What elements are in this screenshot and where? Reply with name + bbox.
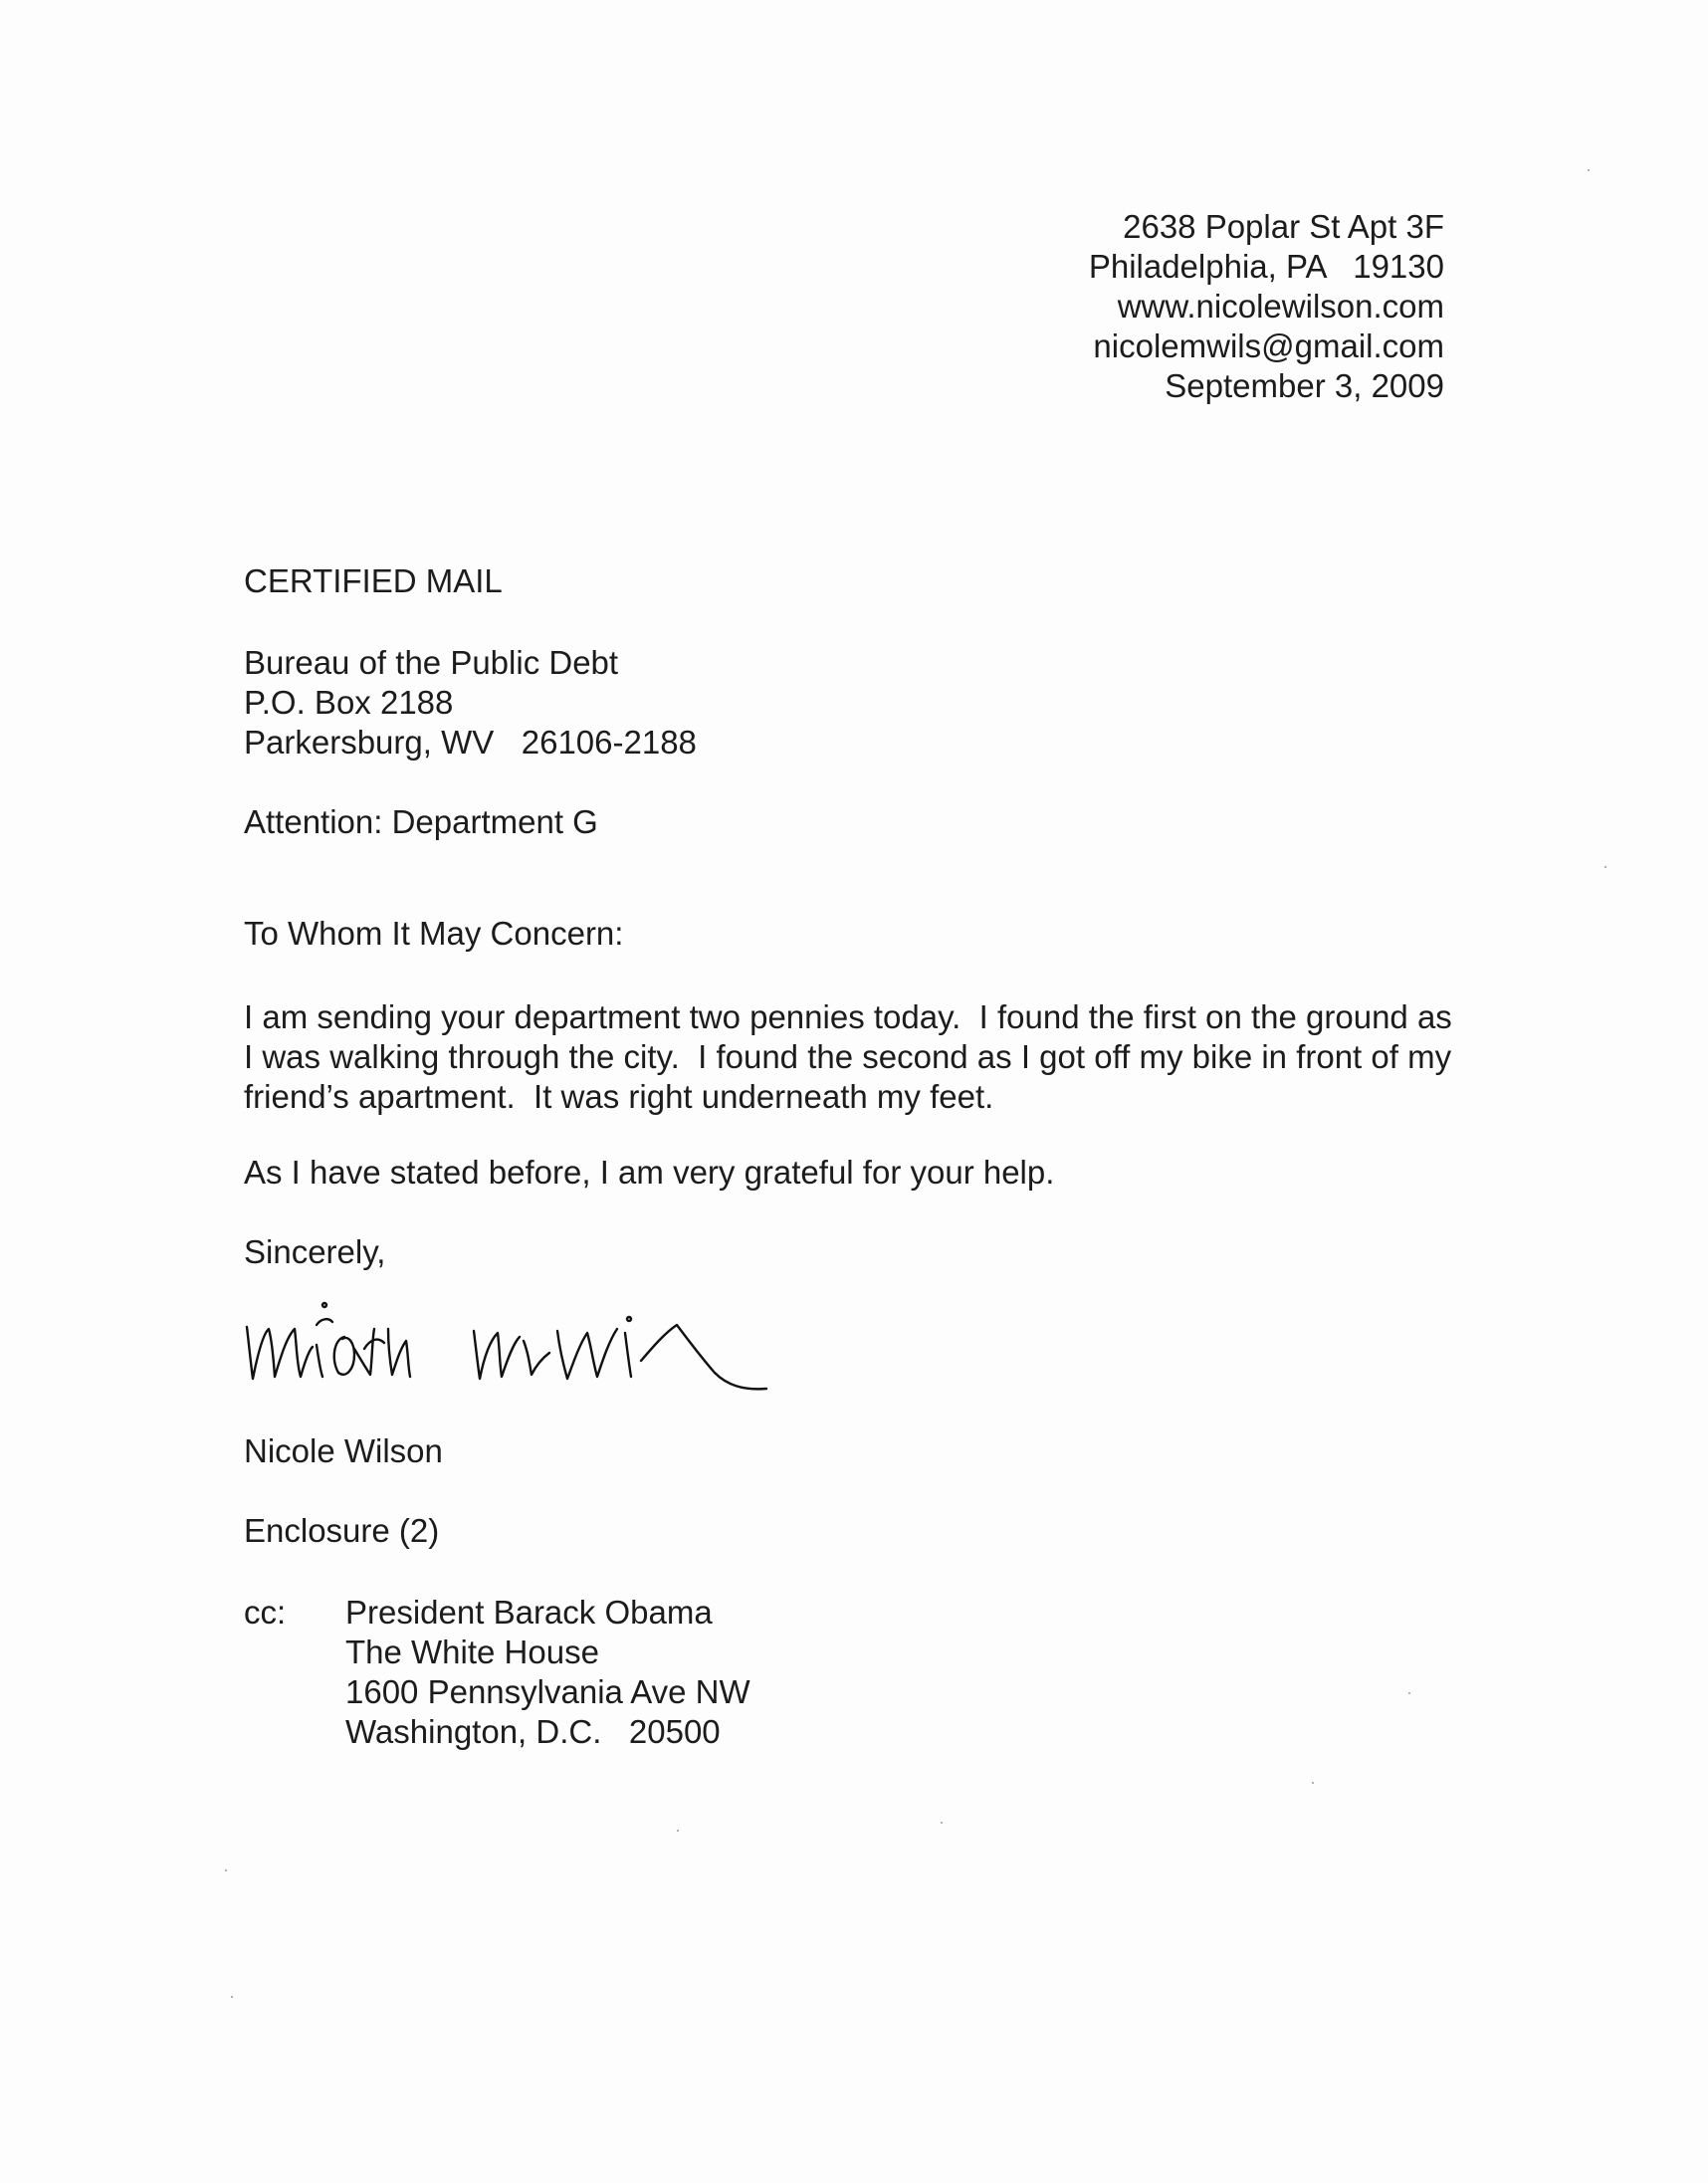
scan-speck [1312,1782,1314,1784]
letter-date: September 3, 2009 [1165,367,1444,404]
signer-name: Nicole Wilson [244,1432,443,1469]
sender-website: www.nicolewilson.com [1117,288,1444,325]
scan-speck [1408,1692,1410,1694]
sender-city-line: Philadelphia, PA 19130 [1088,248,1444,285]
recipient-po-box: P.O. Box 2188 [244,684,454,721]
delivery-method: CERTIFIED MAIL [244,562,503,599]
scan-speck [941,1822,943,1824]
closing: Sincerely, [244,1233,386,1270]
body-paragraph-2: As I have stated before, I am very grateful for your help. [244,1154,1055,1191]
recipient-name: Bureau of the Public Debt [244,644,619,681]
recipient-address-block [244,643,697,763]
scan-speck [231,1996,233,1998]
cc-name: President Barack Obama [345,1594,713,1631]
sender-street: 2638 Poplar St Apt 3F [1123,208,1444,245]
scan-speck [1604,866,1606,868]
scan-speck [1588,169,1590,171]
attention-line: Attention: Department G [244,803,598,840]
sender-email: nicolemwils@gmail.com [1093,327,1444,364]
sender-address-block [1089,207,1444,406]
cc-address-block [345,1593,750,1752]
scan-speck [225,1869,227,1871]
recipient-city-line: Parkersburg, WV 26106-2188 [244,724,697,761]
salutation: To Whom It May Concern: [244,915,624,952]
enclosure-note: Enclosure (2) [244,1512,440,1549]
handwritten-signature [239,1289,776,1399]
cc-label: cc: [244,1594,287,1631]
cc-street: 1600 Pennsylvania Ave NW [345,1673,750,1710]
cc-city-line: Washington, D.C. 20500 [345,1713,721,1750]
scan-speck [677,1830,679,1832]
body-paragraph-1: I am sending your department two pennies today. I found the first on the ground as I was walking through the city. I found the second as I got off my bike in front of my friend’s apartment. It was right underneath my feet. [244,998,1461,1115]
cc-org: The White House [345,1634,599,1670]
